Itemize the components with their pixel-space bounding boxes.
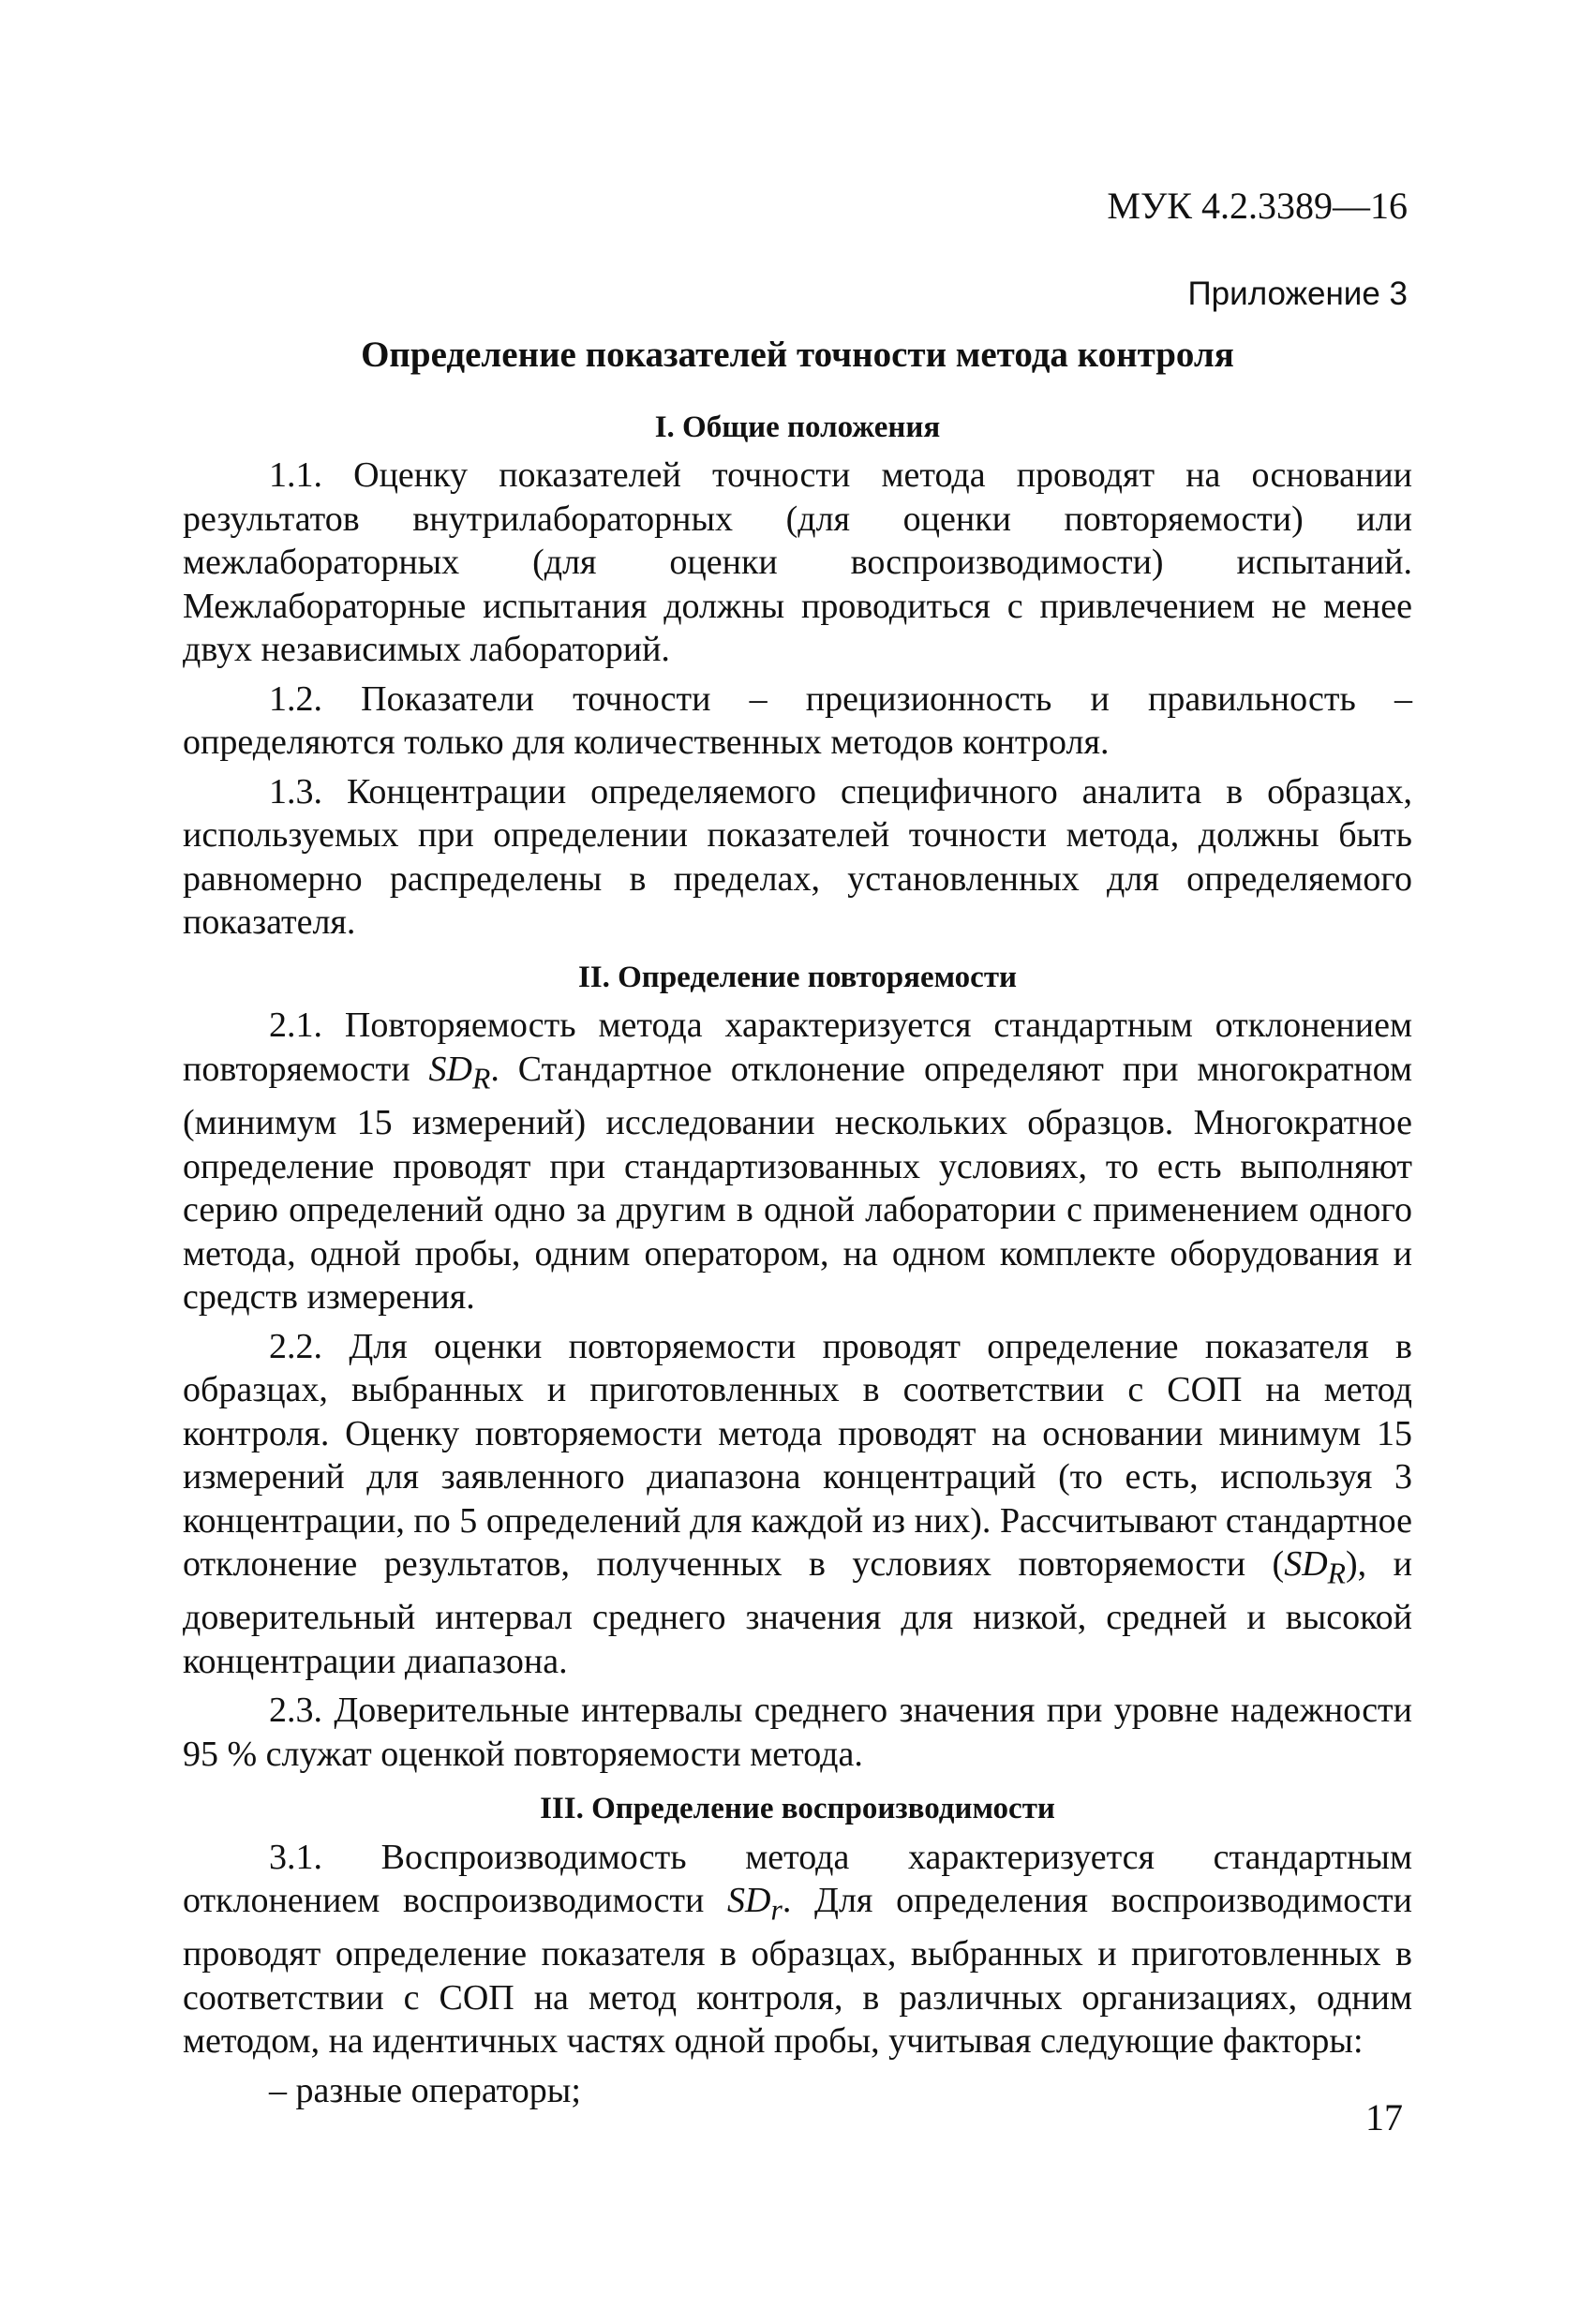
section-heading-general: I. Общие положения <box>654 410 941 444</box>
page-title: Определение показателей точности метода контроля <box>361 335 1234 375</box>
paragraph-number: 2.2. <box>269 1326 322 1366</box>
section-heading-reproducibility: III. Определение воспроизводимости <box>540 1792 1055 1826</box>
paragraph-text: Воспроизводимость метода характеризуется стандартным отклонением воспроизводимости <box>183 1837 1412 1921</box>
paragraph-text: Доверительные интервалы среднего значения при уровне надежности 95 % служат оценкой повторяемости метода. <box>183 1691 1412 1774</box>
paragraph-number: 2.3. <box>269 1691 322 1731</box>
paragraph-2-3 <box>183 1689 1412 1776</box>
paragraph-1-3 <box>183 770 1412 945</box>
paragraph-text: ), и доверительный интервал среднего значения для низкой, средней и высокой концентрации диапазона. <box>183 1544 1412 1681</box>
symbol-subscript: R <box>1327 1557 1346 1590</box>
paragraph-text: Концентрации определяемого специфичного аналита в образцах, используемых при определении показателей точности метода, должны быть равномерно распределены в пределах, установленных для определяемого показателя. <box>183 771 1413 943</box>
paragraph-text: Для оценки повторяемости проводят определение показателя в образцах, выбранных и приготовленных в соответствии с СОП на метод контроля. Оценку повторяемости метода проводят на основании минимум 15 измерений для заявленного диапазона концентраций (то есть, используя 3 концентрации, по 5 определений для каждой из них). Рассчитывают стандартное отклонение результатов, полученных в условиях повторяемости ( <box>183 1326 1413 1585</box>
document-body <box>183 334 1412 2112</box>
appendix-label: Приложение 3 <box>1187 276 1408 312</box>
document-code: МУК 4.2.3389—16 <box>1107 185 1408 227</box>
symbol-sd: SD <box>428 1049 472 1089</box>
section-heading-repeatability: II. Определение повторяемости <box>577 960 1018 994</box>
paragraph-2-2 <box>183 1325 1412 1684</box>
paragraph-number: 3.1. <box>269 1837 322 1877</box>
paragraph-2-1 <box>183 1004 1412 1318</box>
symbol-subscript: R <box>471 1062 491 1095</box>
paragraph-number: 1.3. <box>269 771 322 812</box>
paragraph-text: . Для определения воспроизводимости проводят определение показателя в образцах, выбранных и приготовленных в соответствии с СОП на метод контроля, в различных организациях, одним методом, на идентичных частях одной пробы, учитывая следующие факторы: <box>183 1881 1412 2062</box>
symbol-sd: SD <box>727 1881 771 1921</box>
symbol-sd: SD <box>1284 1544 1328 1585</box>
paragraph-1-1 <box>183 454 1412 672</box>
paragraph-3-1 <box>183 1836 1412 2063</box>
paragraph-number: 1.1. <box>269 455 322 496</box>
symbol-subscript: r <box>770 1893 783 1927</box>
paragraph-number: 1.2. <box>269 678 322 719</box>
paragraph-number: 2.1. <box>269 1006 322 1046</box>
list-item-operators: – разные операторы; <box>269 2070 581 2110</box>
page-number: 17 <box>1365 2096 1403 2138</box>
paragraph-text: . Стандартное отклонение определяют при многократном (минимум 15 измерений) исследовании нескольких образцов. Многократное определение проводят при стандартизованных условиях, то есть выполняют серию определений одно за другим в одной лаборатории с применением одного метода, одной пробы, одним оператором, на одном комплекте оборудования и средств измерения. <box>183 1049 1412 1318</box>
paragraph-text: Показатели точности – прецизионность и правильность – определяются только для количественных методов контроля. <box>183 678 1412 763</box>
paragraph-text: Оценку показателей точности метода проводят на основании результатов внутрилабораторных (для оценки повторяемости) или межлабораторных (для оценки воспроизводимости) испытаний. Межлабораторные испытания должны проводиться с привлечением не менее двух независимых лабораторий. <box>183 455 1413 670</box>
paragraph-1-2 <box>183 678 1412 765</box>
paragraph-text: Повторяемость метода характеризуется стандартным отклонением повторяемости <box>183 1006 1412 1089</box>
